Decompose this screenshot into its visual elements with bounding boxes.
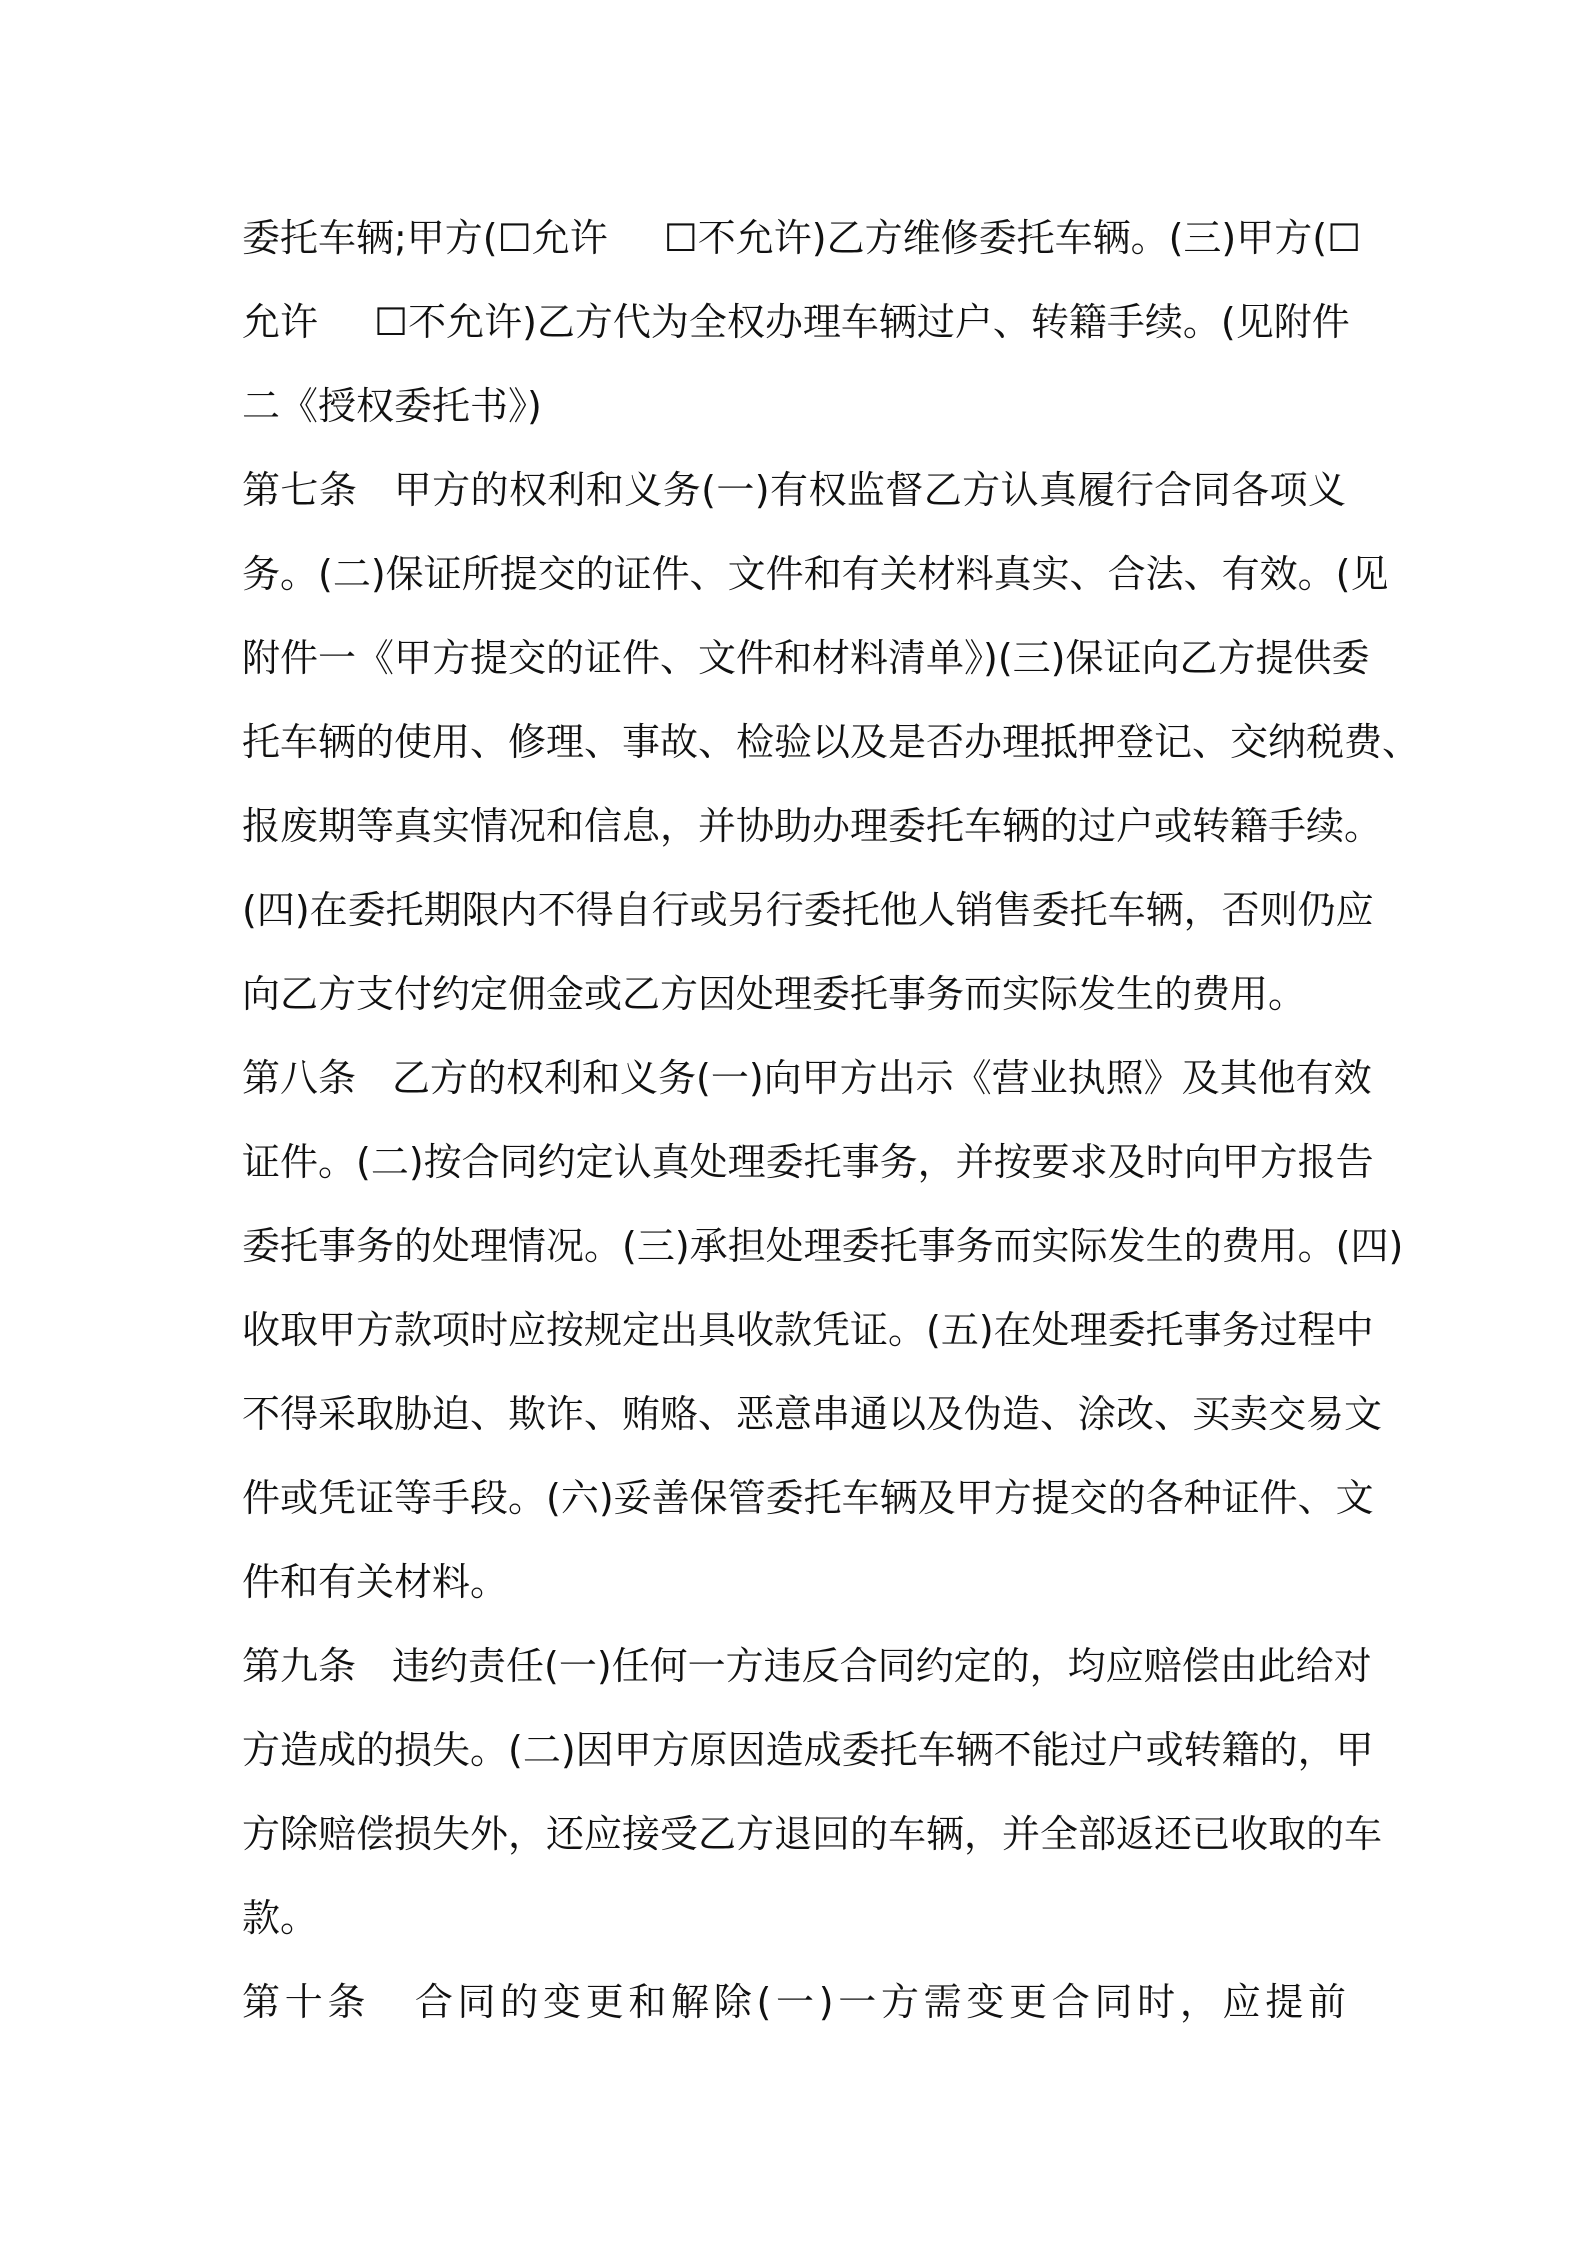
article-10-label: 第十条 bbox=[242, 1980, 371, 2024]
text-line-20: 方除赔偿损失外，还应接受乙方退回的车辆，并全部返还已收取的车 bbox=[242, 1812, 1383, 1856]
article-7-title: 甲方的权利和义务(一)有权监督乙方认真履行合同各项义 bbox=[393, 468, 1346, 512]
text-line-17: 件和有关材料。 bbox=[242, 1560, 509, 1604]
text-line-15: 不得采取胁迫、欺诈、贿赂、恶意串通以及伪造、涂改、买卖交易文 bbox=[242, 1392, 1383, 1436]
text-line-14: 收取甲方款项时应按规定出具收款凭证。(五)在处理委托事务过程中 bbox=[242, 1308, 1374, 1352]
article-10-title: 合同的变更和解除(一)一方需变更合同时，应提前 bbox=[410, 1980, 1346, 2024]
line-2-part-a: 允许 bbox=[242, 300, 319, 344]
text-line-8: 报废期等真实情况和信息，并协助办理委托车辆的过户或转籍手续。 bbox=[242, 804, 1383, 848]
article-9-label: 第九条 bbox=[242, 1644, 357, 1688]
article-8-title: 乙方的权利和义务(一)向甲方出示《营业执照》及其他有效 bbox=[392, 1056, 1372, 1100]
article-9-heading-line bbox=[242, 1624, 1372, 1708]
text-line-3: 二《授权委托书》) bbox=[242, 384, 542, 428]
line-1-part-b: ☐不允许)乙方维修委托车辆。(三)甲方(☐ bbox=[663, 216, 1362, 260]
text-line-7: 托车辆的使用、修理、事故、检验以及是否办理抵押登记、交纳税费、 bbox=[242, 720, 1421, 764]
text-line-10: 向乙方支付约定佣金或乙方因处理委托事务而实际发生的费用。 bbox=[242, 972, 1307, 1016]
article-7-label: 第七条 bbox=[242, 468, 358, 512]
text-line-6: 附件一《甲方提交的证件、文件和材料清单》)(三)保证向乙方提供委 bbox=[242, 636, 1370, 680]
text-line-19: 方造成的损失。(二)因甲方原因造成委托车辆不能过户或转籍的，甲 bbox=[242, 1728, 1374, 1772]
text-line-16: 件或凭证等手段。(六)妥善保管委托车辆及甲方提交的各种证件、文 bbox=[242, 1476, 1374, 1520]
text-line-21: 款。 bbox=[242, 1896, 319, 1940]
text-line-12: 证件。(二)按合同约定认真处理委托事务，并按要求及时向甲方报告 bbox=[242, 1140, 1374, 1184]
article-10-heading-line bbox=[242, 1960, 1346, 2044]
text-line-13: 委托事务的处理情况。(三)承担处理委托事务而实际发生的费用。(四) bbox=[242, 1224, 1404, 1268]
text-line-9: (四)在委托期限内不得自行或另行委托他人销售委托车辆，否则仍应 bbox=[242, 888, 1374, 932]
line-2-part-b: ☐不允许)乙方代为全权办理车辆过户、转籍手续。(见附件 bbox=[374, 300, 1350, 344]
line-1-part-a: 委托车辆;甲方(☐允许 bbox=[242, 216, 608, 260]
article-9-title: 违约责任(一)任何一方违反合同约定的，均应赔偿由此给对 bbox=[392, 1644, 1372, 1688]
text-line-1 bbox=[242, 196, 1362, 280]
article-8-label: 第八条 bbox=[242, 1056, 357, 1100]
text-line-5: 务。(二)保证所提交的证件、文件和有关材料真实、合法、有效。(见 bbox=[242, 552, 1389, 596]
article-8-heading-line bbox=[242, 1036, 1372, 1120]
article-7-heading-line bbox=[242, 448, 1346, 532]
document-page bbox=[242, 196, 1421, 2044]
text-line-2 bbox=[242, 280, 1350, 364]
